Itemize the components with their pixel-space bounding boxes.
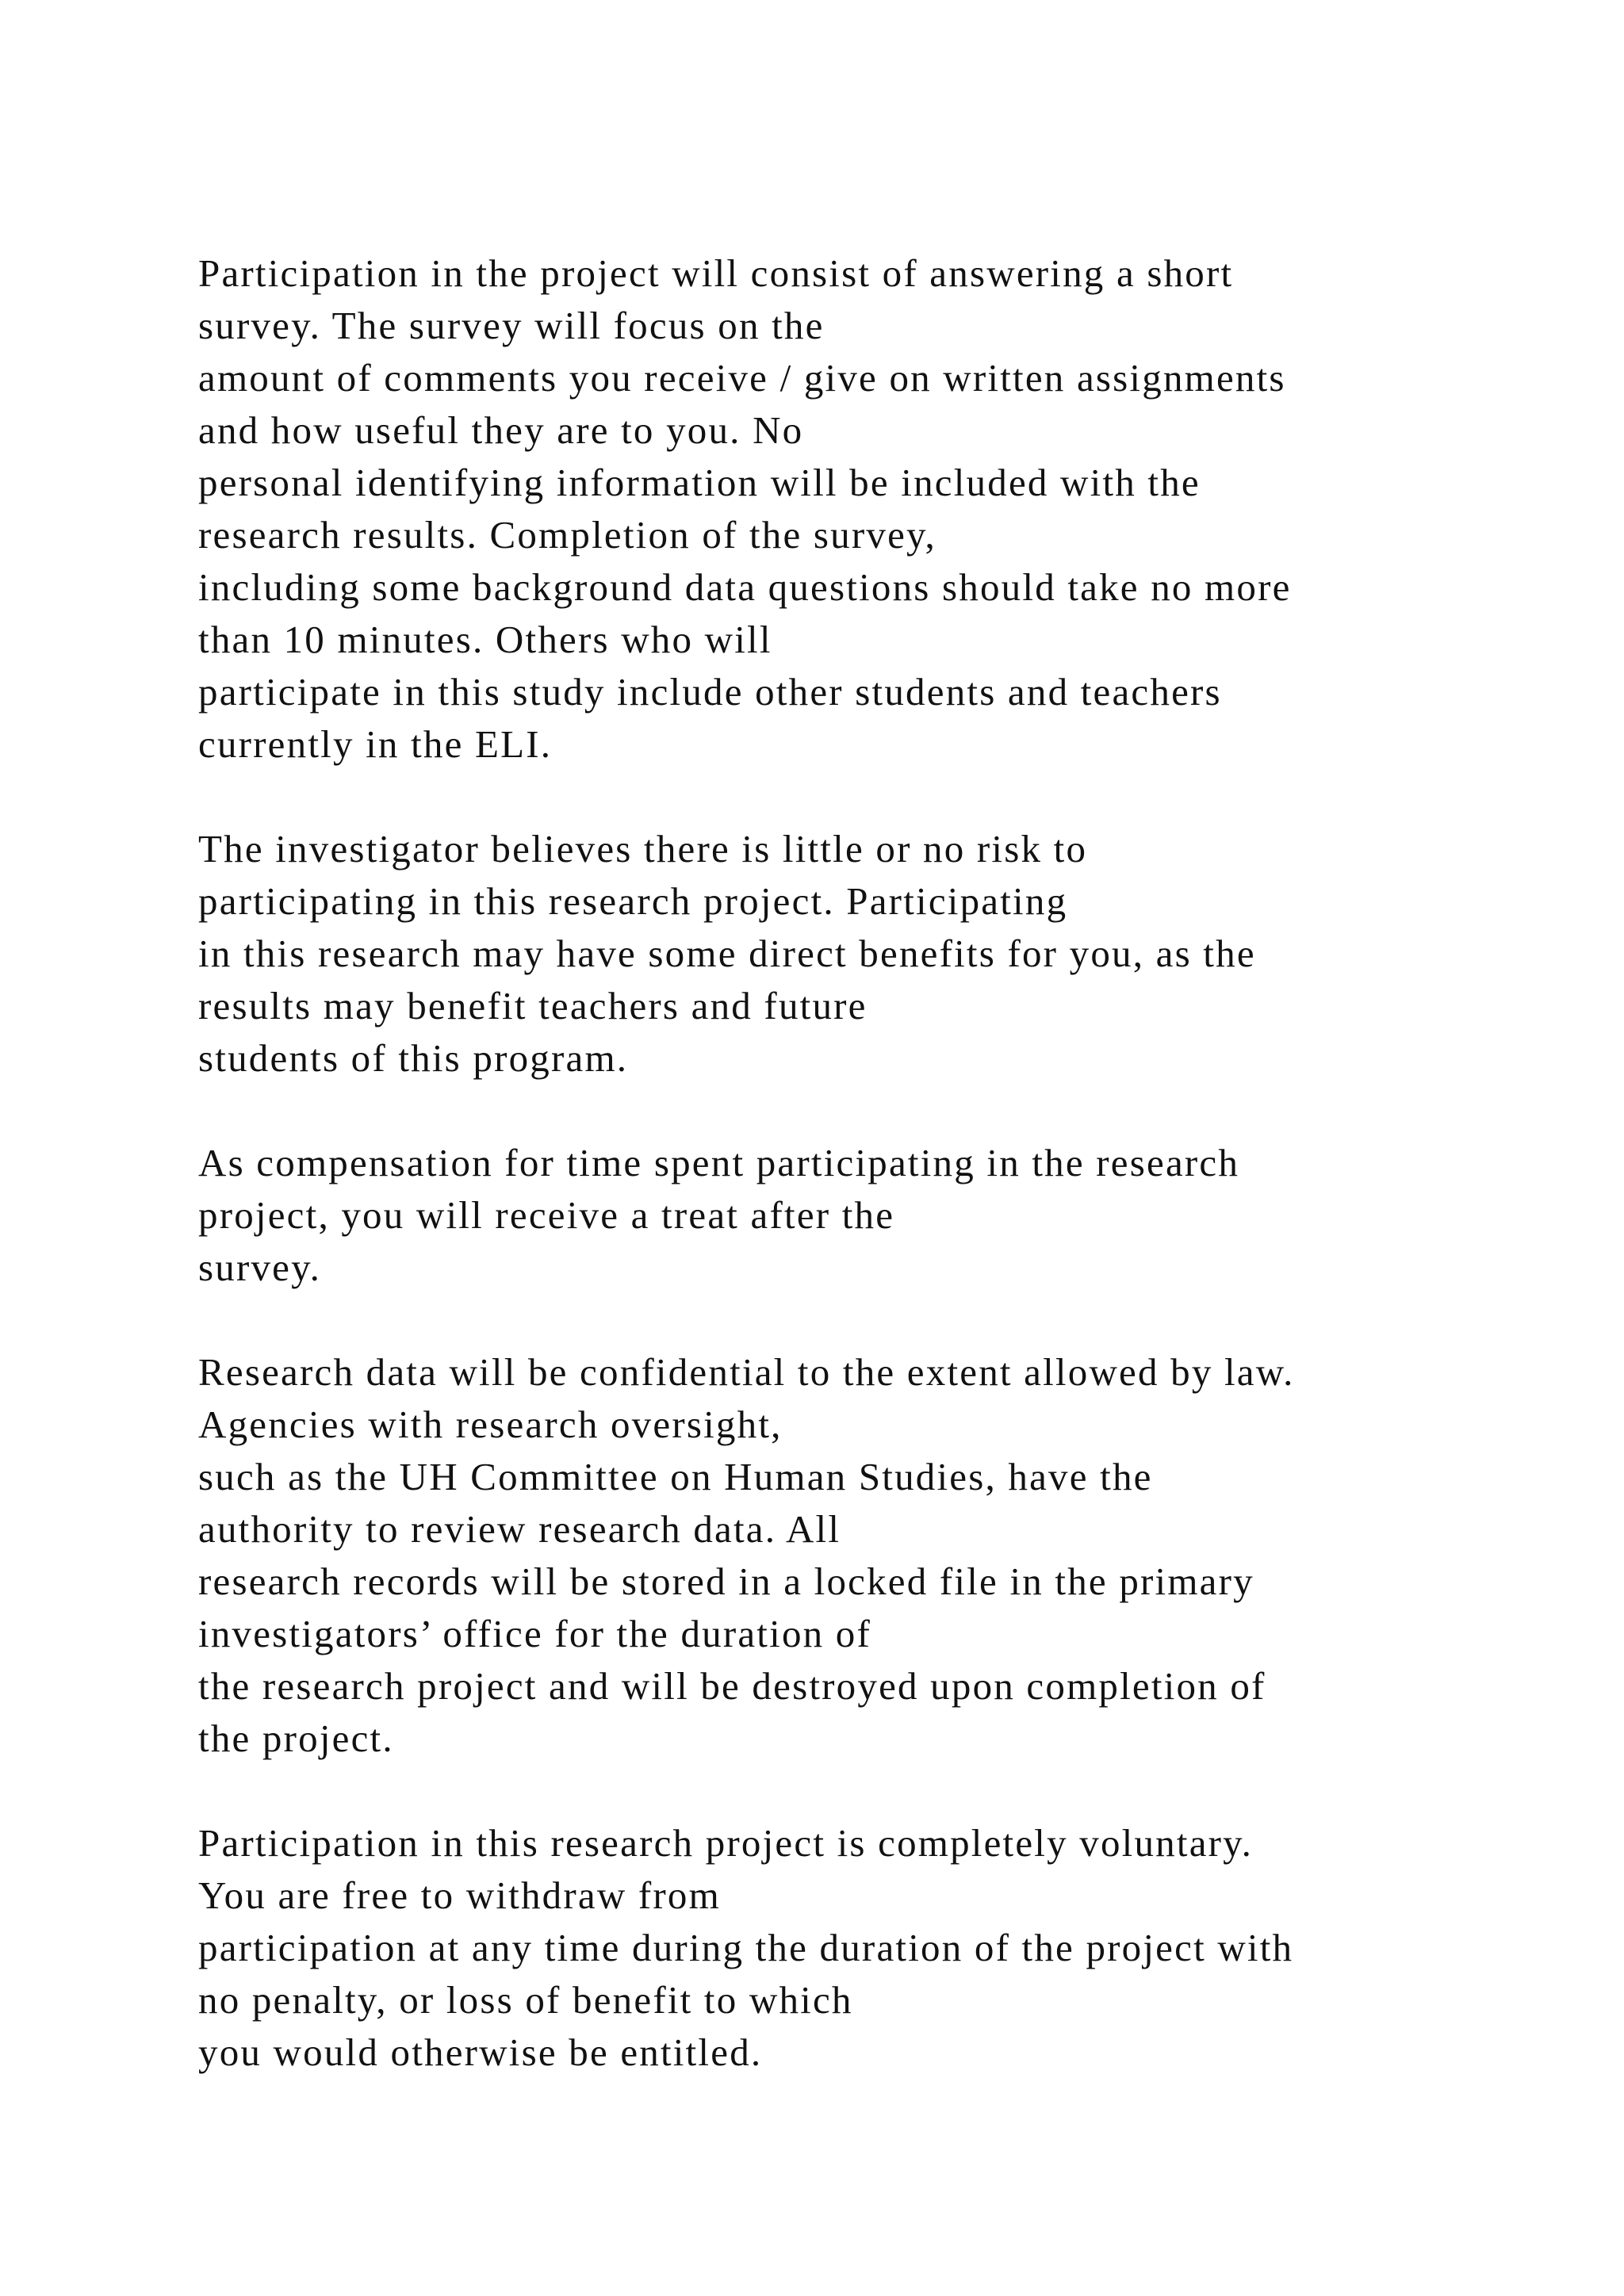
paragraph-compensation [198, 1137, 1610, 1294]
text-line: results may benefit teachers and future [198, 984, 868, 1027]
paragraph-risks-benefits [198, 823, 1610, 1085]
text-line: in this research may have some direct benefits for you, as the [198, 932, 1256, 975]
text-line: amount of comments you receive / give on written assignments [198, 356, 1286, 400]
text-line: research results. Completion of the survey, [198, 513, 936, 557]
text-line: survey. [198, 1246, 322, 1289]
text-line: investigators’ office for the duration of [198, 1612, 872, 1655]
paragraph-voluntary [198, 1817, 1610, 2079]
text-line: than 10 minutes. Others who will [198, 618, 772, 661]
text-line: You are free to withdraw from [198, 1873, 721, 1917]
text-line: participation at any time during the duration of the project with [198, 1926, 1294, 1969]
text-line: and how useful they are to you. No [198, 408, 804, 452]
text-line: survey. The survey will focus on the [198, 304, 825, 347]
text-line: personal identifying information will be included with the [198, 461, 1201, 504]
text-line: including some background data questions should take no more [198, 565, 1292, 609]
text-line: Participation in the project will consist of answering a short [198, 251, 1234, 295]
paragraph-confidentiality [198, 1346, 1610, 1765]
text-line: research records will be stored in a locked file in the primary [198, 1559, 1254, 1603]
paragraph-participation-survey [198, 247, 1610, 771]
document-body [198, 247, 1610, 2131]
text-line: project, you will receive a treat after the [198, 1193, 895, 1237]
text-line: As compensation for time spent participating in the research [198, 1141, 1240, 1184]
text-line: the research project and will be destroyed upon completion of [198, 1664, 1266, 1708]
text-line: Agencies with research oversight, [198, 1402, 783, 1446]
text-line: currently in the ELI. [198, 722, 553, 766]
text-line: participate in this study include other students and teachers [198, 670, 1222, 714]
text-line: you would otherwise be entitled. [198, 2030, 763, 2074]
text-line: Research data will be confidential to the extent allowed by law. [198, 1350, 1295, 1394]
text-line: no penalty, or loss of benefit to which [198, 1978, 853, 2022]
text-line: the project. [198, 1716, 394, 1760]
text-line: The investigator believes there is little or no risk to [198, 827, 1088, 871]
text-line: Participation in this research project is completely voluntary. [198, 1821, 1254, 1865]
text-line: such as the UH Committee on Human Studies, have the [198, 1455, 1153, 1498]
text-line: authority to review research data. All [198, 1507, 841, 1551]
text-line: participating in this research project. Participating [198, 879, 1068, 923]
text-line: students of this program. [198, 1036, 629, 1080]
